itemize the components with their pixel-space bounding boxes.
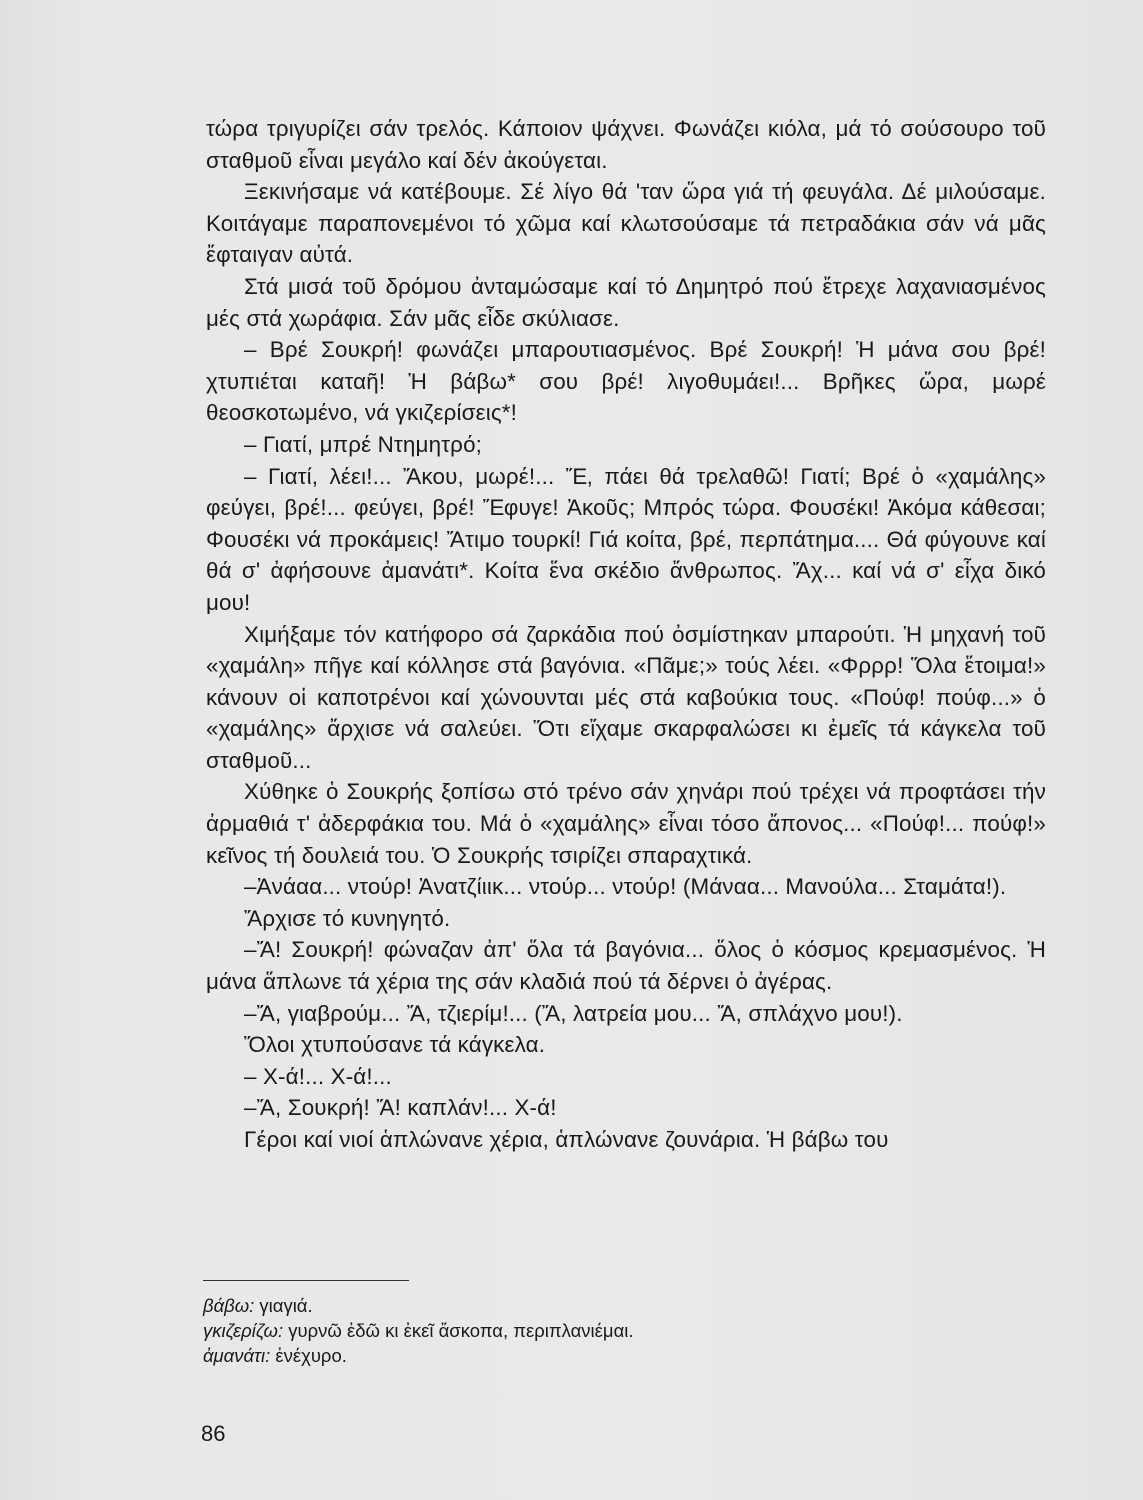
paragraph: Στά μισά τοῦ δρόμου ἀνταμώσαμε καί τό Δημητρό πού ἔτρεχε λαχανιασμένος μές στά χωράφια. Σάν μᾶς εἶδε σκύλιασε. xyxy=(206,273,1046,331)
footnote-definition: γιαγιά. xyxy=(259,1295,313,1316)
footnote xyxy=(203,1293,1003,1318)
footnote-divider xyxy=(203,1280,409,1281)
paragraph: –Ἀνάαα... ντούρ! Ἀνατζίιικ... ντούρ... ντούρ! (Μάναα... Μανούλα... Σταμάτα!). xyxy=(244,874,1007,900)
footnote xyxy=(203,1318,1003,1343)
paragraph: – Γιατί, λέει!... Ἄκου, μωρέ!... Ἔ, πάει θά τρελαθῶ! Γιατί; Βρέ ὁ «χαμάλης» φεύγει, βρέ!... φεύγει, βρέ! Ἔφυγε! Ἀκοῦς; Μπρός τώρα. Φουσέκι! Ἀκόμα κάθεσαι; Φουσέκι νά προκάμεις! Ἄτιμο τουρκί! Γιά κοίτα, βρέ, περπάτημα.... Θά φύγουνε καί θά σ' ἀφήσουνε ἀμανάτι*. Κοίτα ἕνα σκέδιο ἄνθρωπος. Ἄχ... καί νά σ' εἶχα δικό μου! xyxy=(206,463,1046,615)
paragraph: – Γιατί, μπρέ Ντημητρό; xyxy=(244,431,483,457)
page-number: 86 xyxy=(201,1421,226,1446)
paragraph: –Ἄ, γιαβρούμ... Ἄ, τζιερίμ!... (Ἄ, λατρεία μου... Ἄ, σπλάχνο μου!). xyxy=(244,1000,903,1026)
paragraph: –Ἄ, Σουκρή! Ἄ! καπλάν!... Χ-ά! xyxy=(244,1095,557,1121)
paragraph: – Βρέ Σουκρή! φωνάζει μπαρουτιασμένος. Βρέ Σουκρή! Ἡ μάνα σου βρέ! χτυπιέται καταῆ! Ἡ βάβω* σου βρέ! λιγοθυμάει!... Βρῆκες ὥρα, μωρέ θεοσκοτωμένο, νά γκιζερίσεις*! xyxy=(206,337,1046,426)
footnote-definition: ἐνέχυρο. xyxy=(275,1345,347,1366)
footnote-term: βάβω: xyxy=(203,1295,255,1316)
footnote-definition: γυρνῶ ἐδῶ κι ἐκεῖ ἄσκοπα, περιπλανιέμαι. xyxy=(288,1320,634,1341)
paragraph: Ξεκινήσαμε νά κατέβουμε. Σέ λίγο θά 'ταν ὥρα γιά τή φευγάλα. Δέ μιλούσαμε. Κοιτάγαμε παραπονεμένοι τό χῶμα καί κλωτσούσαμε τά πετραδάκια σάν νά μᾶς ἔφταιγαν αὐτά. xyxy=(206,179,1046,268)
paragraph: τώρα τριγυρίζει σάν τρελός. Κάποιον ψάχνει. Φωνάζει κιόλα, μά τό σούσουρο τοῦ σταθμοῦ εἶναι μεγάλο καί δέν ἀκούγεται. xyxy=(206,116,1046,173)
main-text xyxy=(206,113,1046,1156)
footnote xyxy=(203,1343,1003,1368)
footnote-term: γκιζερίζω: xyxy=(203,1320,284,1341)
paragraph: Γέροι καί νιοί ἁπλώνανε χέρια, ἁπλώνανε ζουνάρια. Ἡ βάβω του xyxy=(244,1127,889,1152)
paragraph: Χύθηκε ὁ Σουκρής ξοπίσω στό τρένο σάν χηνάρι πού τρέχει νά προφτάσει τήν ἀρμαθιά τ' ἀδερφάκια του. Μά ὁ «χαμάλης» εἶναι τόσο ἄπονος... «Πούφ!... πούφ!» κεῖνος τή δουλειά του. Ὁ Σουκρής τσιρίζει σπαραχτικά. xyxy=(206,779,1046,868)
paragraph: – Χ-ά!... Χ-ά!... xyxy=(244,1063,392,1089)
paragraph: Ἄρχισε τό κυνηγητό. xyxy=(244,905,451,931)
paragraph: –Ἄ! Σουκρή! φώναζαν ἀπ' ὅλα τά βαγόνια... ὅλος ὁ κόσμος κρεμασμένος. Ἡ μάνα ἅπλωνε τά χέρια της σάν κλαδιά πού τά δέρνει ὁ ἀγέρας. xyxy=(206,937,1046,995)
footnote-term: ἀμανάτι: xyxy=(203,1345,271,1366)
paragraph: Χιμήξαμε τόν κατήφορο σά ζαρκάδια πού ὀσμίστηκαν μπαρούτι. Ἡ μηχανή τοῦ «χαμάλη» πῆγε καί κόλλησε στά βαγόνια. «Πᾶμε;» τούς λέει. «Φρρρ! Ὅλα ἕτοιμα!» κάνουν οἱ καποτρένοι καί χώνουνται μές στά καβούκια τους. «Πούφ! πούφ...» ὁ «χαμάλης» ἄρχισε νά σαλεύει. Ὅτι εἴχαμε σκαρφαλώσει κι ἐμεῖς τά κάγκελα τοῦ σταθμοῦ... xyxy=(206,621,1046,773)
paragraph: Ὅλοι χτυπούσανε τά κάγκελα. xyxy=(244,1032,546,1058)
footnotes xyxy=(203,1293,1003,1368)
